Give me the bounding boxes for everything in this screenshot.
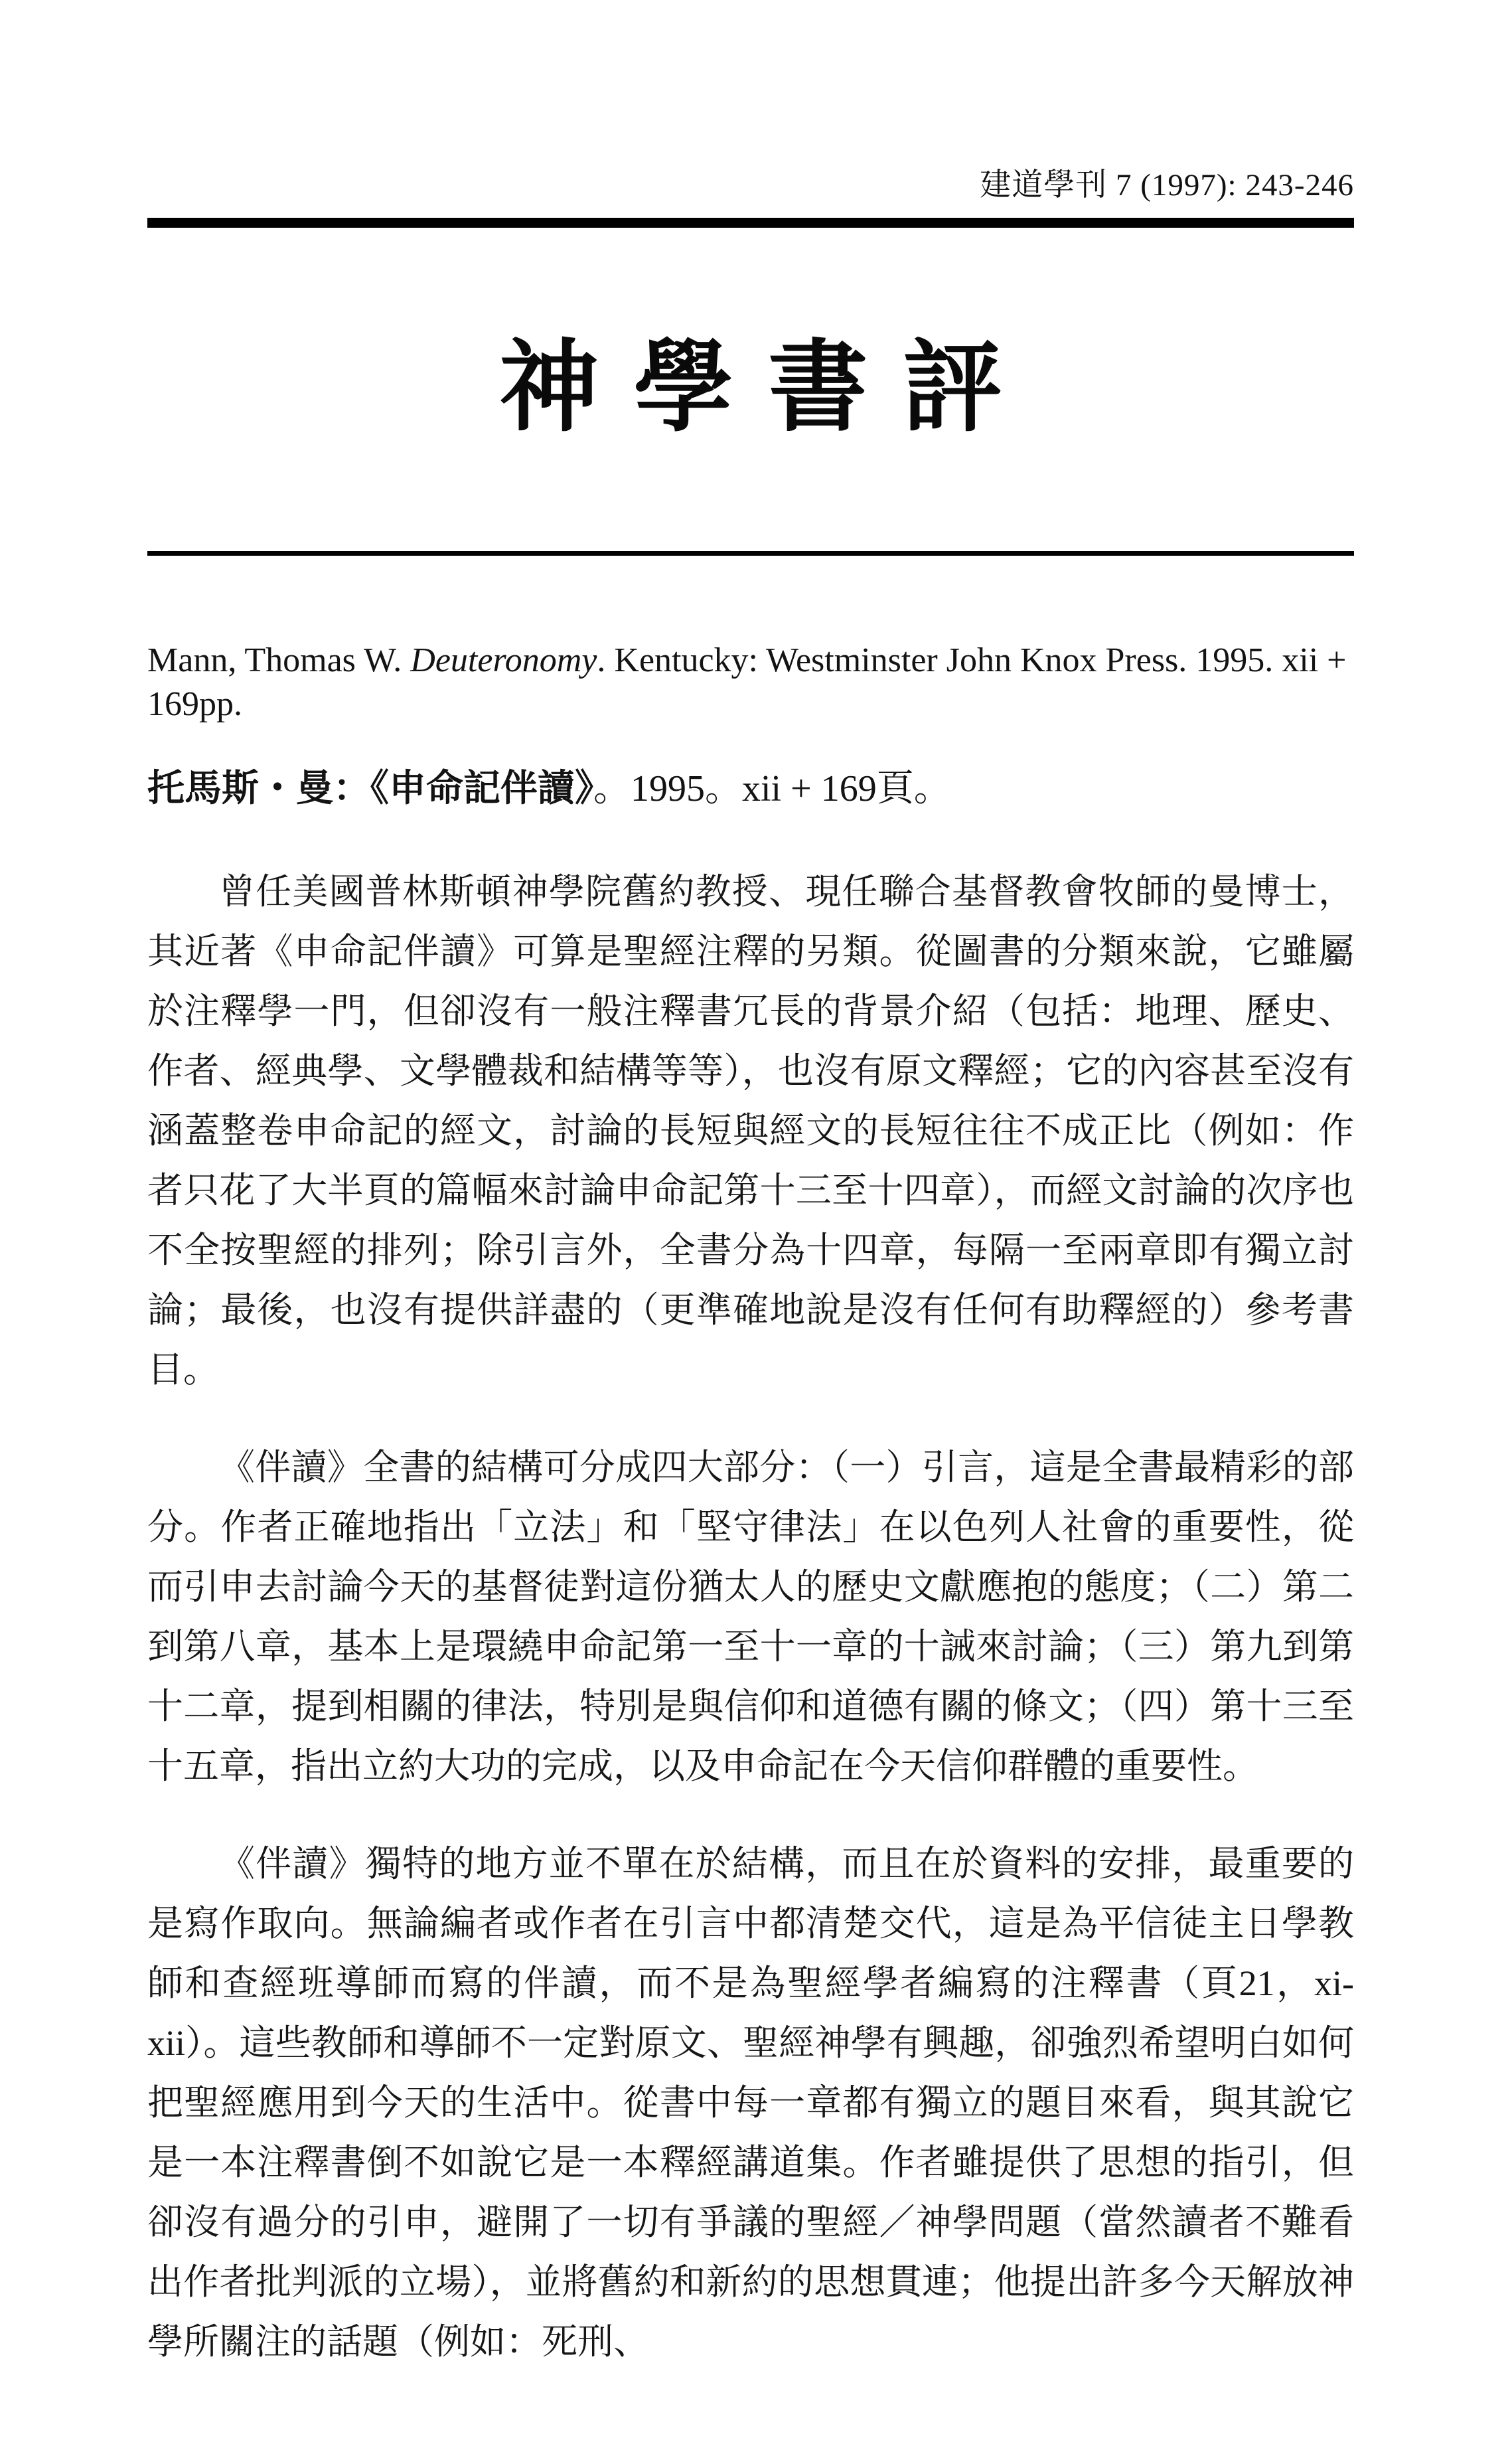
citation-block: [147, 639, 1354, 815]
review-body: [147, 862, 1354, 2372]
title-rule-divider: [147, 551, 1354, 556]
book-title-italic: Deuteronomy: [410, 641, 597, 679]
review-paragraph-1: 曾任美國普林斯頓神學院舊約教授、現任聯合基督教會牧師的曼博士，其近著《申命記伴讀》可算是聖經注釋的另類。從圖書的分類來說，它雖屬於注釋學一門，但卻沒有一般注釋書冗長的背景介紹（包括：地理、歷史、作者、經典學、文學體裁和結構等等），也沒有原文釋經；它的內容甚至沒有涵蓋整卷申命記的經文，討論的長短與經文的長短往往不成正比（例如：作者只花了大半頁的篇幅來討論申命記第十三至十四章），而經文討論的次序也不全按聖經的排列；除引言外，全書分為十四章，每隔一至兩章即有獨立討論；最後，也沒有提供詳盡的（更準確地說是沒有任何有助釋經的）參考書目。: [147, 872, 1354, 1390]
review-paragraph-3: 《伴讀》獨特的地方並不單在於結構，而且在於資料的安排，最重要的是寫作取向。無論編者或作者在引言中都清楚交代，這是為平信徒主日學教師和查經班導師而寫的伴讀，而不是為聖經學者編寫的注釋書（頁21，xi-xii）。這些教師和導師不一定對原文、聖經神學有興趣，卻強烈希望明白如何把聖經應用到今天的生活中。從書中每一章都有獨立的題目來看，與其說它是一本注釋書倒不如說它是一本釋經講道集。作者雖提供了思想的指引，但卻沒有過分的引申，避開了一切有爭議的聖經／神學問題（當然讀者不難看出作者批判派的立場），並將舊約和新約的思想貫連；他提出許多今天解放神學所關注的話題（例如：死刑、: [147, 1844, 1354, 2362]
review-paragraph-2: 《伴讀》全書的結構可分成四大部分：（一）引言，這是全書最精彩的部分。作者正確地指出「立法」和「堅守律法」在以色列人社會的重要性，從而引申去討論今天的基督徒對這份猶太人的歷史文獻應抱的態度；（二）第二到第八章，基本上是環繞申命記第一至十一章的十誡來討論；（三）第九到第十二章，提到相關的律法，特別是與信仰和道德有關的條文；（四）第十三至十五章，指出立約大功的完成，以及申命記在今天信仰群體的重要性。: [147, 1447, 1354, 1786]
citation-author: Mann, Thomas W.: [147, 641, 411, 679]
section-title: 神學書評: [499, 333, 1037, 444]
citation-english: [147, 639, 1354, 726]
citation-chinese-details: 。1995。xii + 169頁。: [593, 768, 951, 809]
citation-publisher: . Kentucky: Westminster John Knox Press. 1995. xii + 169pp.: [147, 641, 1347, 723]
journal-header: 建道學刊 7 (1997): 243-246: [980, 168, 1354, 203]
citation-chinese-title: 托馬斯・曼：《申命記伴讀》: [147, 768, 593, 809]
citation-chinese: [147, 762, 1354, 815]
header-rule-divider: [147, 218, 1354, 228]
